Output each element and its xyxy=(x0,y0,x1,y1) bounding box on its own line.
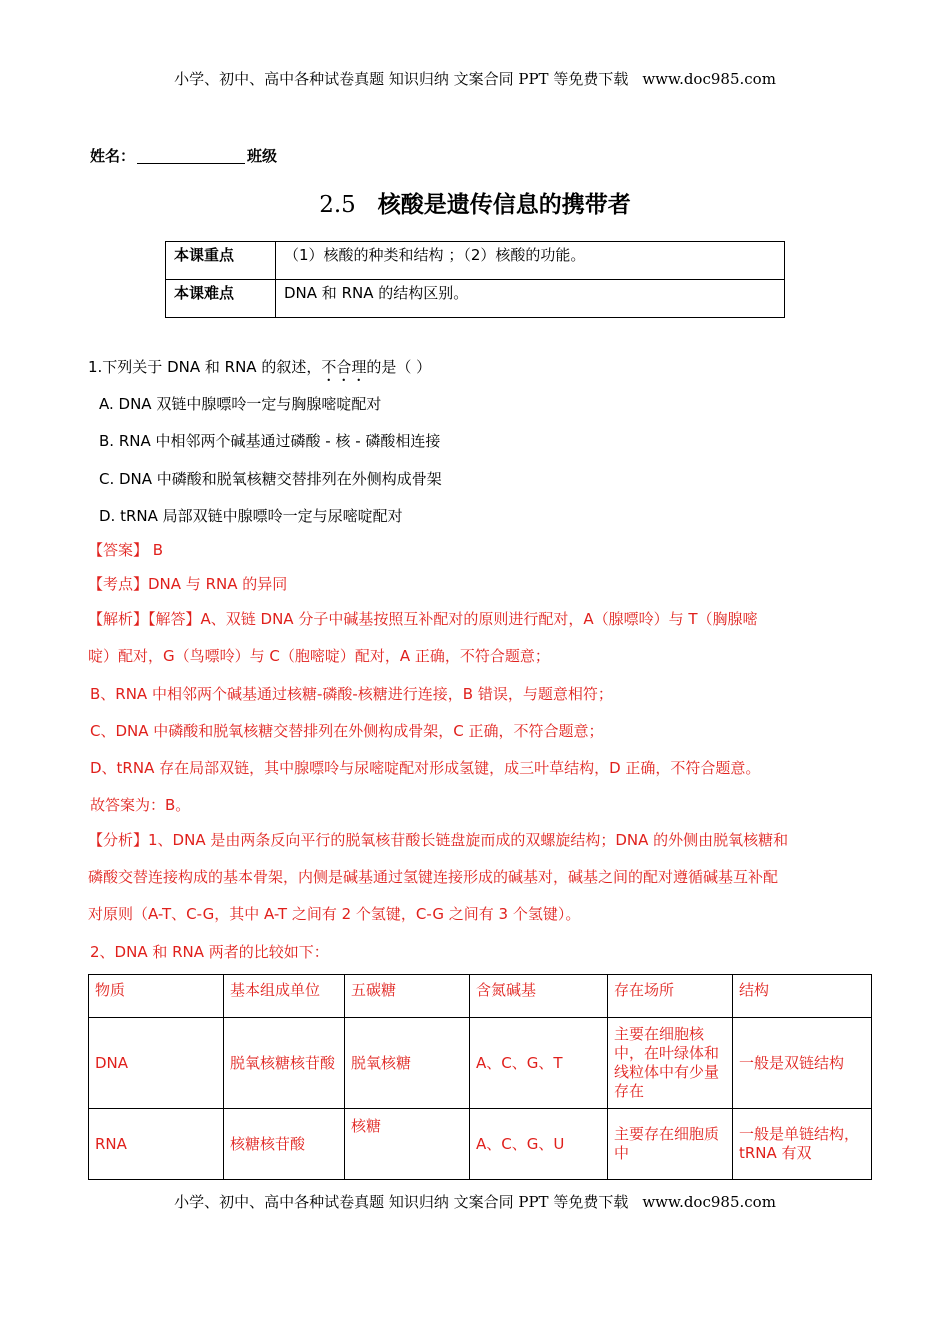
analysis-line: B、RNA 中相邻两个碱基通过核糖-磷酸-核糖进行连接，B 错误，与题意相符； xyxy=(90,685,613,703)
table-cell: 脱氧核糖核苷酸 xyxy=(224,1018,345,1109)
analysis-line: 磷酸交替连接构成的基本骨架，内侧是碱基通过氢键连接形成的碱基对，碱基之间的配对遵循碱基互补配 xyxy=(88,868,779,886)
question-stem xyxy=(88,356,431,385)
analysis-line: 【分析】1、DNA 是由两条反向平行的脱氧核苷酸长链盘旋而成的双螺旋结构；DNA 的外侧由脱氧核糖和 xyxy=(88,831,789,849)
table-cell: 主要存在细胞质中 xyxy=(608,1109,733,1180)
analysis-line: 对原则（A-T、C-G，其中 A-T 之间有 2 个氢键，C-G 之间有 3 个氢键）。 xyxy=(88,905,581,923)
page-footer xyxy=(0,1191,950,1212)
table-cell: 一般是双链结构 xyxy=(733,1018,872,1109)
footer-url[interactable]: www.doc985.com xyxy=(642,1193,776,1211)
name-row xyxy=(90,145,277,166)
analysis-line: 【解析】【解答】A、双链 DNA 分子中碱基按照互补配对的原则进行配对，A（腺嘌呤）与 T（胸腺嘧 xyxy=(88,610,758,628)
page-header xyxy=(0,68,950,89)
footer-text: 小学、初中、高中各种试卷真题 知识归纳 文案合同 PPT 等免费下载 xyxy=(174,1193,629,1211)
title-text: 核酸是遗传信息的携带者 xyxy=(377,192,631,218)
final-answer-line: 故答案为：B。 xyxy=(90,796,191,814)
table-header-row xyxy=(89,975,872,1018)
header-text: 小学、初中、高中各种试卷真题 知识归纳 文案合同 PPT 等免费下载 xyxy=(174,70,629,88)
column-header: 物质 xyxy=(89,975,224,1018)
analysis-line: C、DNA 中磷酸和脱氧核糖交替排列在外侧构成骨架，C 正确，不符合题意； xyxy=(90,722,604,740)
table-row xyxy=(166,280,785,318)
key-points-table xyxy=(165,241,785,318)
column-header: 五碳糖 xyxy=(345,975,470,1018)
key-label: 本课重点 xyxy=(166,242,276,280)
option-b: B. RNA 中相邻两个碱基通过磷酸 - 核 - 磷酸相连接 xyxy=(99,432,441,450)
table-cell: 核糖核苷酸 xyxy=(224,1109,345,1180)
key-label: 本课难点 xyxy=(166,280,276,318)
comparison-table xyxy=(88,974,872,1180)
header-url[interactable]: www.doc985.com xyxy=(642,70,776,88)
option-d: D. tRNA 局部双链中腺嘌呤一定与尿嘧啶配对 xyxy=(99,507,403,525)
analysis-line: 啶）配对，G（鸟嘌呤）与 C（胞嘧啶）配对，A 正确，不符合题意； xyxy=(88,647,550,665)
stem-after: 的是（ ） xyxy=(366,358,432,376)
column-header: 存在场所 xyxy=(608,975,733,1018)
table-row xyxy=(166,242,785,280)
analysis-line: 2、DNA 和 RNA 两者的比较如下： xyxy=(90,943,329,961)
table-cell: A、C、G、T xyxy=(470,1018,608,1109)
analysis-line: D、tRNA 存在局部双链，其中腺嘌呤与尿嘧啶配对形成氢键，成三叶草结构，D 正确，不符合题意。 xyxy=(90,759,761,777)
key-value: （1）核酸的种类和结构 ；（2）核酸的功能。 xyxy=(276,242,785,280)
column-header: 基本组成单位 xyxy=(224,975,345,1018)
column-header: 结构 xyxy=(733,975,872,1018)
column-header: 含氮碱基 xyxy=(470,975,608,1018)
table-cell: 一般是单链结构，tRNA 有双 xyxy=(733,1109,872,1180)
table-cell: 主要在细胞核中，在叶绿体和线粒体中有少量存在 xyxy=(608,1018,733,1109)
table-cell: 脱氧核糖 xyxy=(345,1018,470,1109)
stem-emphasis: 不合理 xyxy=(321,358,367,376)
topic-line: 【考点】DNA 与 RNA 的异同 xyxy=(88,575,288,593)
option-c: C. DNA 中磷酸和脱氧核糖交替排列在外侧构成骨架 xyxy=(99,470,442,488)
key-value: DNA 和 RNA 的结构区别。 xyxy=(276,280,785,318)
table-cell: DNA xyxy=(89,1018,224,1109)
title-number: 2.5 xyxy=(319,192,356,218)
page-title xyxy=(0,186,950,219)
name-label: 姓名： xyxy=(90,147,136,165)
name-blank[interactable] xyxy=(137,147,245,164)
option-a: A. DNA 双链中腺嘌呤一定与胸腺嘧啶配对 xyxy=(99,395,382,413)
table-cell: A、C、G、U xyxy=(470,1109,608,1180)
stem-before: 1.下列关于 DNA 和 RNA 的叙述， xyxy=(88,358,322,376)
table-row xyxy=(89,1109,872,1180)
table-row xyxy=(89,1018,872,1109)
answer-line: 【答案】 B xyxy=(88,541,164,559)
class-label: 班级 xyxy=(247,147,278,165)
table-cell: RNA xyxy=(89,1109,224,1180)
table-cell: 核糖 xyxy=(345,1109,470,1180)
